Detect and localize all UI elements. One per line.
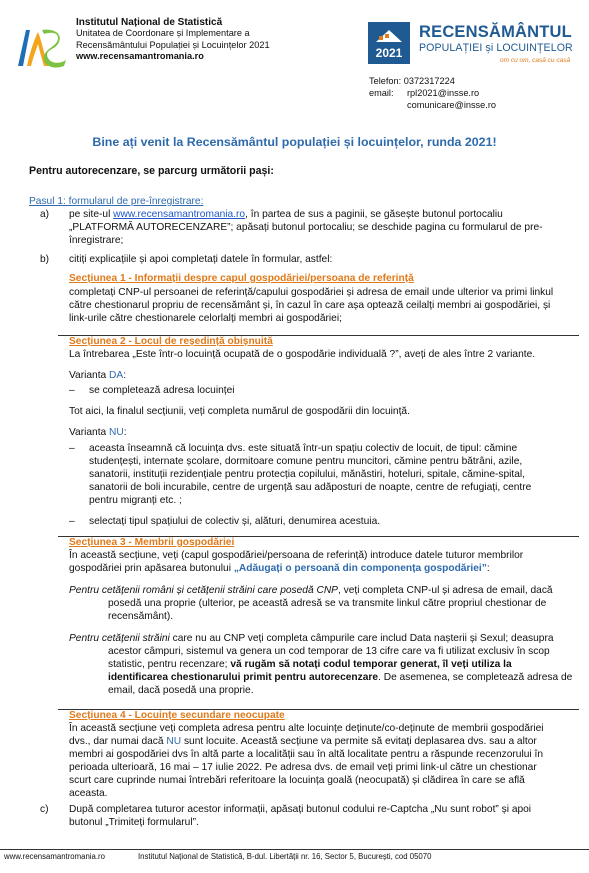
p1-italic: Pentru cetățenii români și cetățenii străini care posedă CNP: [69, 585, 338, 596]
item-a-label: a): [40, 209, 50, 220]
institute-name: Institutul Național de Statistică: [76, 17, 223, 28]
add-person-button-ref: „Adăugați o persoană din componența gospodăriei”: [233, 563, 487, 574]
p2-italic: Pentru cetățenii străini: [69, 633, 170, 644]
section-4-line-5: scurt care cuprinde numai întrebări referitoare la locuința goală (neocupată) și clădirea în care se află: [69, 775, 525, 786]
unit-line-2: Recensământului Populației și Locuințelor 2021: [76, 39, 270, 50]
section-1-line-1: completați CNP-ul persoanei de referință/capului gospodăriei și adresa de email unde ulterior va primi linkul: [69, 287, 554, 298]
section-4-line-4: perioada ulterioară, 16 mai – 17 iulie 2022. Pe adresa dvs. de email veți primi link-ul către un chestionar: [69, 762, 537, 773]
item-a-text: pe site-ul: [69, 209, 114, 220]
section-2-title: Secțiunea 2 - Locul de reședință obișnuită: [69, 336, 273, 347]
unit-line-1: Unitatea de Coordonare și Implementare a: [76, 28, 250, 39]
p1-line-3: recensământ).: [108, 611, 174, 622]
section-3-text: gospodăriei prin apăsarea butonului: [69, 563, 234, 574]
variant-nu-label: Varianta: [69, 427, 110, 438]
p1-line-1: [69, 585, 579, 598]
p2-bold: vă rugăm să notați codul temporar generat, îl veți utiliza la: [230, 659, 512, 670]
s4-text-a: dvs., dar numai dacă: [69, 736, 167, 747]
ins-logo: [14, 22, 72, 72]
variant-nu-line-5: pentru migranți etc. ;: [89, 495, 182, 506]
variant-da-item: se completează adresa locuinței: [89, 385, 235, 396]
variant-nu-line-2: studențești, internate școlare, dormitoare comune pentru muncitori, cămine pentru bătrâni, azile,: [89, 456, 523, 467]
footer-website[interactable]: www.recensamantromania.ro: [4, 852, 105, 861]
variant-nu-line-3: sanatorii, instituții rezidențiale pentru protecția copilului, mănăstiri, hoteluri, spitale, cămine-spital,: [89, 469, 526, 480]
email-1[interactable]: rpl2021@insse.ro: [407, 88, 480, 98]
section-3-colon: :: [486, 563, 490, 574]
dash-bullet: –: [69, 443, 75, 454]
section-2-total: Tot aici, la finalul secțiunii, veți completa numărul de gospodării din locuință.: [69, 406, 410, 417]
footer-divider: [0, 849, 589, 850]
s4-nu: NU: [166, 736, 182, 747]
header-website[interactable]: www.recensamantromania.ro: [76, 50, 204, 61]
p1-text: , veți completa CNP-ul și adresa de email, dacă: [337, 585, 553, 596]
p2-line-3: [108, 659, 579, 672]
variant-da: [69, 370, 126, 383]
p1-line-2: posedă una proprie (ulterior, pe această adresă se va transmite linkul către propriul chestionar de: [108, 598, 547, 609]
step-1-heading: Pasul 1: formularul de pre-înregistrare:: [29, 196, 204, 207]
institute-block: [76, 17, 306, 62]
p2-text-3: statistic, pentru recenzare;: [108, 659, 231, 670]
p2-bold-2: identificarea chestionarului primit pentru autorecenzare: [108, 672, 379, 683]
p2-line-4: [108, 672, 579, 685]
item-c-label: c): [40, 804, 49, 815]
section-3-line-2: [69, 563, 490, 576]
census-logo-icon: [368, 22, 410, 64]
section-3-line-1: În această secțiune, veți (capul gospodăriei/persoana de referință) introduce datele tuturor membrilor: [69, 550, 524, 561]
item-c-line-2: butonul „Trimiteți formularul”.: [69, 817, 199, 828]
page-title: Bine ați venit la Recensământul populației și locuințelor, runda 2021!: [92, 135, 497, 149]
section-1-line-2: către chestionarul propriu de recensământ și, în cazul în care așa optează ceilalți membri ai gospodăriei, și: [69, 300, 551, 311]
logo-title: RECENSĂMÂNTUL: [419, 23, 572, 41]
item-a-line-1: [69, 209, 579, 222]
section-2-question: La întrebarea „Este într-o locuință ocupată de o gospodărie individuală ?”, aveți de ales între 2 variante.: [69, 349, 536, 360]
section-4-line-1: În această secțiune veți completa adresa pentru alte locuințe deținute/co-deținute de membrii gospodăriei: [69, 723, 544, 734]
footer-address: Institutul Național de Statistică, B-dul. Libertății nr. 16, Sector 5, București, cod 05070: [138, 852, 432, 861]
s4-text-c: sunt locuite. Această secțiune va permite să evitați deplasarea dvs. sau a altor: [181, 736, 537, 747]
item-b-label: b): [40, 254, 50, 265]
dash-bullet: –: [69, 516, 75, 527]
p2-line-1: [69, 633, 579, 646]
logo-tagline: om cu om, casă cu casă: [500, 57, 571, 64]
intro: Pentru autorecenzare, se parcurg următorii pași:: [29, 165, 274, 177]
variant-nu-colon: :: [123, 427, 127, 438]
section-1-line-3: link-urile către chestionarele celorlalți membri ai gospodăriei;: [69, 313, 342, 324]
variant-nu-value: NU: [109, 427, 124, 438]
item-c-line-1: După completarea tuturor acestor informații, apăsați butonul codului re-Captcha „Nu sunt robot” și apoi: [69, 804, 532, 815]
item-b-text: citiți explicațiile și apoi completați datele în formular, astfel:: [69, 254, 333, 265]
section-4-title: Secțiunea 4 - Locuințe secundare neocupate: [69, 710, 285, 721]
variant-da-label: Varianta: [69, 370, 110, 381]
p2-text: care nu au CNP veți completa câmpurile care includ Data nașterii și Sexul; deasupra: [169, 633, 554, 644]
variant-nu-line-4: sanatorii de boli incurabile, centre de urgență sau adăposturi de noapte, centre de refugiați, centre: [89, 482, 532, 493]
p2-text-4: . De asemenea, se completează adresa de: [378, 672, 573, 683]
p2-line-5: email, dacă posedă una proprie.: [108, 685, 254, 696]
item-a-line-2: „PLATFORMĂ AUTORECENZARE”; apăsați butonul portocaliu; se deschide pagina cu formularul de pre-: [69, 222, 543, 233]
section-4-line-3: membri ai gospodăriei dvs în altă parte a localității sau în altă localitate pentru a răspunde recenzorului în: [69, 749, 543, 760]
section-4-line-6: aceasta.: [69, 788, 108, 799]
variant-da-value: DA: [109, 370, 124, 381]
site-link[interactable]: www.recensamantromania.ro: [113, 209, 246, 220]
logo-subtitle: POPULAȚIEI și LOCUINȚELOR: [419, 42, 573, 54]
item-a-line-3: înregistrare;: [69, 235, 124, 246]
variant-nu-line-1: aceasta înseamnă că locuința dvs. este situată într-un spațiu colectiv de locuit, de tipul: cămine: [89, 443, 518, 454]
logo-year: 2021: [375, 46, 403, 60]
email-2[interactable]: comunicare@insse.ro: [407, 99, 496, 110]
p2-line-2: acestor câmpuri, sistemul va genera un cod temporar de 13 cifre care va fi utilizat exclusiv în scop: [108, 646, 550, 657]
variant-nu: [69, 427, 127, 440]
section-1-title: Secțiunea 1 - Informații despre capul gospodăriei/persoana de referință: [69, 273, 414, 284]
section-4-line-2: [69, 736, 579, 749]
item-a-text-2: , în partea de sus a paginii, se găsește butonul portocaliu: [245, 209, 503, 220]
variant-nu-item-2: selectați tipul spațiului de colectiv și, alături, denumirea acestuia.: [89, 516, 381, 527]
dash-bullet: –: [69, 385, 75, 396]
phone: Telefon: 0372317224: [369, 76, 455, 86]
section-3-title: Secțiunea 3 - Membrii gospodăriei: [69, 537, 235, 548]
variant-da-colon: :: [123, 370, 127, 381]
email-label: email:: [369, 88, 394, 98]
